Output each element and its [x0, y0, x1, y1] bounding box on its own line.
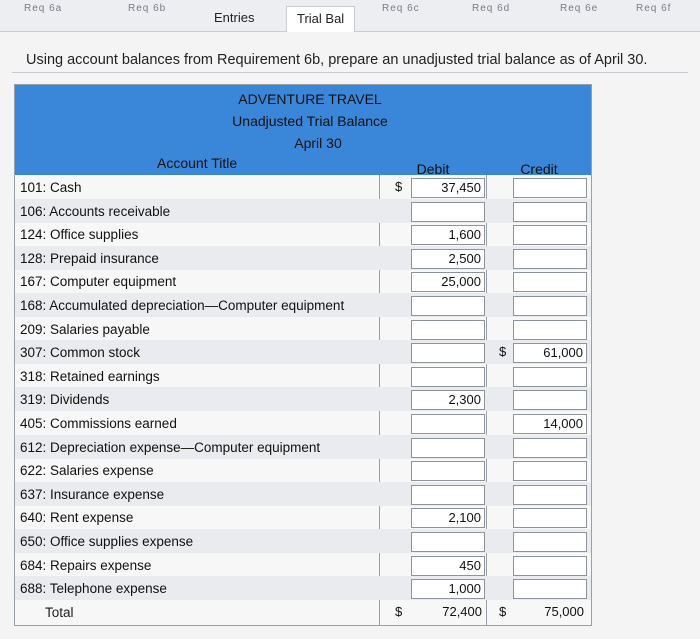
debit-dollar-sign: $ [395, 179, 403, 194]
credit-input[interactable] [513, 461, 587, 481]
table-row [15, 576, 591, 600]
debit-input[interactable] [411, 532, 485, 552]
divider [12, 72, 688, 73]
debit-input[interactable]: 72,400 [442, 603, 482, 619]
table-row [15, 529, 591, 553]
debit-header: Debit [416, 161, 450, 177]
credit-header: Credit [520, 161, 558, 177]
account-title: 405: Commissions earned [20, 416, 177, 431]
credit-input[interactable] [513, 508, 587, 528]
credit-input[interactable] [513, 438, 587, 458]
debit-dollar-sign: $ [395, 603, 403, 619]
account-title: 167: Computer equipment [20, 274, 177, 290]
debit-input[interactable]: 1,000 [411, 579, 485, 599]
account-title: 684: Repairs expense [20, 557, 152, 573]
credit-input[interactable]: 75,000 [544, 603, 584, 619]
account-title: 650: Office supplies expense [20, 534, 194, 549]
table-row [15, 175, 591, 199]
table-row [15, 340, 591, 364]
table-row [15, 199, 591, 223]
total-label: Total [45, 604, 74, 620]
debit-input[interactable] [411, 461, 485, 481]
account-title: 319: Dividends [20, 392, 110, 408]
report-date: April 30 [294, 135, 342, 151]
credit-input[interactable] [513, 367, 587, 387]
credit-input[interactable] [513, 320, 587, 340]
account-title: 101: Cash [20, 180, 82, 195]
table-row [15, 269, 591, 293]
debit-input[interactable] [411, 202, 485, 222]
table-row [15, 293, 591, 317]
credit-input[interactable] [513, 249, 587, 269]
credit-input[interactable]: 61,000 [513, 343, 587, 363]
debit-input[interactable] [411, 296, 485, 316]
trial-balance-table [14, 84, 592, 626]
credit-input[interactable] [513, 556, 587, 576]
table-row [15, 505, 591, 529]
instruction-text: Using account balances from Requirement 6b, prepare an unadjusted trial balance as of April 30. [26, 52, 648, 68]
report-title: Unadjusted Trial Balance [232, 113, 388, 129]
tab-req-6e[interactable]: Req 6e [560, 3, 599, 14]
credit-input[interactable] [513, 202, 587, 222]
table-row [15, 317, 591, 341]
account-title: 622: Salaries expense [20, 463, 154, 479]
credit-dollar-sign: $ [499, 603, 507, 619]
credit-input[interactable] [513, 272, 587, 292]
tab-req-6a[interactable]: Req 6a [24, 3, 63, 14]
table-row [15, 411, 591, 435]
account-title: 688: Telephone expense [20, 581, 167, 597]
total-row [15, 600, 591, 624]
account-title: 612: Depreciation expense—Computer equipment [20, 439, 321, 455]
tab-req-6f[interactable]: Req 6f [636, 3, 672, 14]
tab-req-6c[interactable]: Req 6c [382, 3, 420, 14]
debit-input[interactable] [411, 438, 485, 458]
table-row [15, 553, 591, 577]
table-row [15, 458, 591, 482]
credit-input[interactable] [513, 178, 587, 198]
tab-req-6d[interactable]: Req 6d [472, 3, 511, 14]
credit-input[interactable] [513, 225, 587, 245]
debit-input[interactable] [411, 367, 485, 387]
credit-input[interactable] [513, 532, 587, 552]
debit-input[interactable]: 2,100 [411, 508, 485, 528]
account-title: 106: Accounts receivable [20, 203, 171, 219]
debit-input[interactable] [411, 320, 485, 340]
debit-input[interactable]: 1,600 [411, 225, 485, 245]
account-title-header: Account Title [157, 155, 238, 171]
debit-input[interactable]: 2,500 [411, 249, 485, 269]
account-title: 209: Salaries payable [20, 321, 150, 337]
account-title: 128: Prepaid insurance [20, 250, 159, 266]
credit-dollar-sign: $ [499, 344, 507, 360]
table-row [15, 482, 591, 506]
table-row [15, 246, 591, 270]
debit-input[interactable] [411, 414, 485, 434]
table-row [15, 435, 591, 459]
table-row [15, 222, 591, 246]
table-row [15, 387, 591, 411]
tab-req-6b[interactable]: Req 6b [128, 3, 167, 14]
table-row [15, 364, 591, 388]
debit-input[interactable]: 2,300 [411, 390, 485, 410]
account-title: 637: Insurance expense [20, 486, 165, 502]
credit-input[interactable] [513, 579, 587, 599]
debit-input[interactable]: 25,000 [411, 272, 485, 292]
account-title: 318: Retained earnings [20, 368, 160, 384]
debit-input[interactable] [411, 343, 485, 363]
tab-entries[interactable]: Entries [214, 10, 255, 25]
credit-input[interactable]: 14,000 [513, 414, 587, 434]
credit-input[interactable] [513, 485, 587, 505]
tab-trial-bal[interactable]: Trial Bal [286, 6, 355, 32]
account-title: 124: Office supplies [20, 227, 139, 243]
account-title: 168: Accumulated depreciation—Computer equipment [20, 298, 345, 313]
debit-input[interactable]: 37,450 [411, 178, 485, 198]
company-name: ADVENTURE TRAVEL [238, 91, 382, 107]
requirement-tabs [0, 0, 700, 32]
credit-input[interactable] [513, 296, 587, 316]
debit-input[interactable]: 450 [411, 556, 485, 576]
debit-input[interactable] [411, 485, 485, 505]
account-title: 307: Common stock [20, 345, 141, 361]
credit-input[interactable] [513, 390, 587, 410]
account-title: 640: Rent expense [20, 510, 134, 526]
